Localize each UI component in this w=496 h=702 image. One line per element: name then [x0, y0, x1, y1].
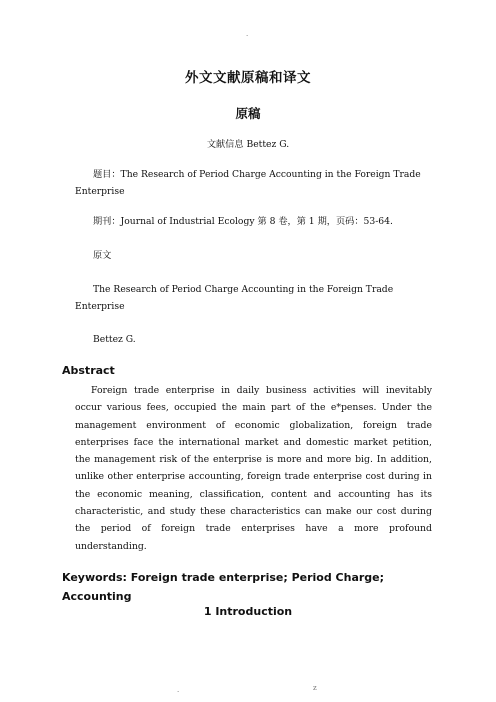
- section-heading: 1 Introduction: [203, 605, 293, 618]
- document-subtitle: 原稿: [235, 106, 261, 121]
- document-title: 外文文献原稿和译文: [185, 70, 311, 86]
- topic-line: 题目：The Research of Period Charge Accounting in the Foreign Trade Enterprise: [75, 169, 421, 197]
- author-line: Bettez G.: [93, 334, 136, 345]
- footer-left-mark: .: [177, 686, 180, 694]
- journal-line: 期刊：Journal of Industrial Ecology 第 8 卷，第 1 期，页码：53-64.: [93, 216, 393, 227]
- abstract-heading: Abstract: [62, 364, 115, 377]
- abstract-body: Foreign trade enterprise in daily business activities will inevitably occur various fees, occupied the main part of the e*penses. Under the management environment of economic globalization, foreign trade enterprises face the international market and domestic market petition, the management risk of the enterprise is more and more big. In addition, unlike other enterprise accounting, foreign trade enterprise cost during in the economic meaning, classification, content and accounting has its characteristic, and study these characteristics can make our cost during the period of foreign trade enterprises have a more profound understanding.: [75, 385, 432, 552]
- document-info: 文献信息 Bettez G.: [206, 139, 290, 150]
- original-title: The Research of Period Charge Accounting in the Foreign Trade Enterprise: [75, 284, 394, 312]
- original-label: 原文: [93, 250, 112, 261]
- footer-right-mark: z: [313, 684, 317, 692]
- keywords: Keywords: Foreign trade enterprise; Period Charge; Accounting: [62, 571, 385, 603]
- header-mark: .: [246, 30, 249, 38]
